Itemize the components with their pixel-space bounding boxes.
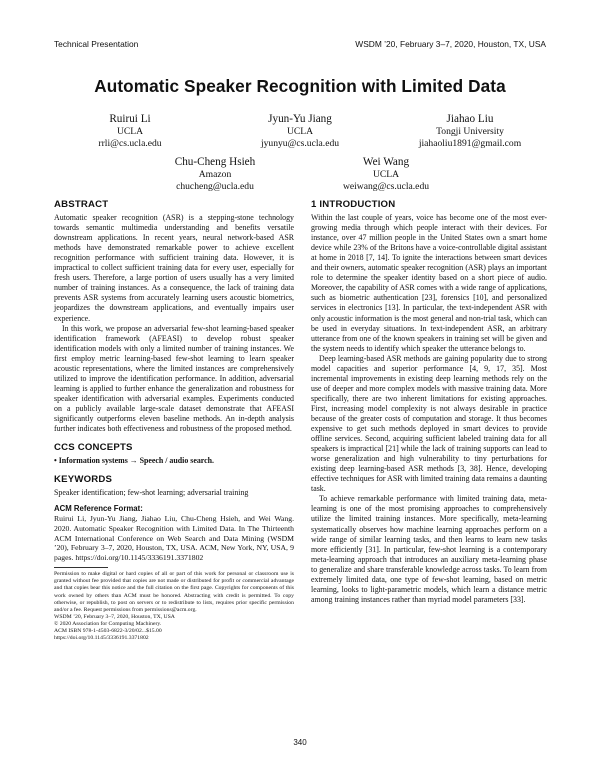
author-block <box>135 156 295 192</box>
acm-reference-text: Ruirui Li, Jyun-Yu Jiang, Jiahao Liu, Chu-Cheng Hsieh, and Wei Wang. 2020. Automatic Speaker Recognition with Limited Data. In The Thirteenth ACM International Conference on Web Search and Data Mining (WSDM ’20), February 3–7, 2020, Houston, TX, USA. ACM, New York, NY, USA, 9 pages. https://doi.org/10.1145/3336191.3371802 <box>54 514 294 562</box>
abstract-heading: ABSTRACT <box>54 199 109 210</box>
doi-link[interactable]: https://doi.org/10.1145/3336191.3371802 <box>54 635 149 642</box>
author-name: Wei Wang <box>362 156 410 168</box>
abstract-paragraph: In this work, we propose an adversarial few-shot learning-based speaker identification framework (AFEASI) to develop robust speaker identification models with only a limited number of training instances. We first employ metric learning-based few-shot learning to learn speaker acoustic representations, where the limited instances are comprehensively utilized to improve the identification performance. In addition, adversarial learning is applied to further enhance the generalization and robustness for speaker identification with adversarial examples. Experiments conducted on a publicly available large-scale dataset demonstrate that AFEASI significantly outperforms eleven baseline methods. An in-depth analysis further indicates both effectiveness and robustness of the proposed method. <box>54 323 294 434</box>
author-name: Jyun-Yu Jiang <box>268 113 332 125</box>
permission-text: Permission to make digital or hard copies of all or part of this work for personal or classroom use is granted without fee provided that copies are not made or distributed for profit or commercial advantage and that copies bear this notice and the full citation on the first page. Copyrights for components of this work owned by others than ACM must be honored. Abstracting with credit is permitted. To copy otherwise, or republish, to post on servers or to redistribute to lists, requires prior specific permission and/or a fee. Request permissions from permissions@acm.org. <box>54 571 294 613</box>
conference-line: WSDM ’20, February 3–7, 2020, Houston, TX, USA <box>54 613 175 620</box>
permission-notice <box>54 571 294 642</box>
author-email: jyunyu@cs.ucla.edu <box>260 137 340 149</box>
author-affiliation: UCLA <box>116 126 144 137</box>
acm-reference-heading: ACM Reference Format: <box>54 504 143 514</box>
paper-title: Automatic Speaker Recognition with Limited Data <box>94 76 506 96</box>
right-column <box>311 200 547 605</box>
intro-paragraph: To achieve remarkable performance with limited training data, meta-learning is one of the most promising approaches to comprehensively utilize the limited training instances. More specifically, meta-learning systematically observes how machine learning approaches perform on a wide range of similar learning tasks, and then learns to learn new tasks more efficiently [31]. In particular, few-shot learning is a contemporary meta-learning approach that introduces an auxiliary meta-learning phase to generalize and share transferable knowledge across tasks. To learn from extremely limited data, one type of few-shot learning, based on metric learning, looks to light-parametric models, which learn a distance metric among training instances rather than myriad model parameters [33]. <box>311 494 547 604</box>
ccs-concepts: • Information systems → Speech / audio search. <box>54 456 214 466</box>
author-email: weiwang@cs.ucla.edu <box>342 180 430 192</box>
ccs-heading: CCS CONCEPTS <box>54 442 133 454</box>
author-name: Jiahao Liu <box>446 113 494 125</box>
running-header-right: WSDM ’20, February 3–7, 2020, Houston, TX, USA <box>355 39 546 49</box>
author-affiliation: UCLA <box>372 169 400 180</box>
author-block <box>50 113 210 149</box>
author-affiliation: Amazon <box>198 169 232 180</box>
copyright-line: © 2020 Association for Computing Machinery. <box>54 620 162 627</box>
abstract-paragraph: Automatic speaker recognition (ASR) is a stepping-stone technology towards semantic multimedia understanding and benefits versatile downstream applications. In recent years, neural network-based ASR methods have demonstrated remarkable power to achieve excellent recognition performance with sufficient training data. However, it is impractical to collect sufficient training data for every user, especially for fresh users. Therefore, a large portion of users usually has a very limited number of training instances. As a consequence, the lack of training data prevents ASR systems from accurately learning users acoustic biometrics, jeopardizes the downstream applications, and eventually impairs user experience. <box>54 213 294 323</box>
author-block <box>220 113 380 149</box>
author-block <box>306 156 466 192</box>
left-column <box>54 200 294 642</box>
page-number: 340 <box>293 738 307 747</box>
author-affiliation: UCLA <box>286 126 314 137</box>
intro-paragraph: Within the last couple of years, voice has become one of the most ever-growing media through which people interact with their devices. For instance, over 47 million people in the United States own a smart home device while 23% of the Britons have a voice-controllable digital assistant at home in 2018 [7, 14]. To ignite the interactions between smart devices and their owners, automatic speaker recognition (ASR) plays an important role to determine the speaker identity based on a short piece of audio. Moreover, the capability of ASR comes with a wide range of applications, such as biometric authentication [23], forensics [10], and personalized services in electronics [13]. In particular, the text-independent ASR with only acoustic information is the most general and non-trial task, which can be used in everyday situations. In text-independent ASR, an arbitrary utterance from one of the known speakers in training set will be given and the system needs to identify which speaker the utterance belongs to. <box>311 213 547 353</box>
keywords-text: Speaker identification; few-shot learning; adversarial training <box>54 488 249 498</box>
isbn-line: ACM ISBN 978-1-4503-6822-3/20/02...$15.00 <box>54 628 162 635</box>
author-name: Chu-Cheng Hsieh <box>174 156 256 168</box>
author-affiliation: Tongji University <box>436 126 504 137</box>
author-name: Ruirui Li <box>109 113 151 125</box>
footnote-rule <box>54 567 108 568</box>
intro-paragraph: Deep learning-based ASR methods are gaining popularity due to strong model capacities and superior performance [4, 9, 17, 35]. Most incremental improvements in existing deep learning methods rely on the use of deeper and more complex models with massive training data. More specifically, there are two inherent limitations for existing approaches. First, increasing model complexity is not always desirable in practice because of the greater costs of computation and storage. It thus becomes expensive to get such methods deployed in smart devices to provide offline services. Second, acquiring sufficient labeled training data for all speakers is impractical [21] while the lack of training supports can lead to worse generalization and high vulnerability to tiny perturbations for existing deep learning-based ASR methods [3, 38]. Hence, developing effective techniques for ASR with limited training data remains a daunting task. <box>311 353 547 494</box>
running-header-left: Technical Presentation <box>54 39 139 49</box>
author-email: rrli@cs.ucla.edu <box>98 137 162 149</box>
author-email: chucheng@ucla.edu <box>176 180 254 192</box>
keywords-heading: KEYWORDS <box>54 474 113 486</box>
introduction-heading: 1 INTRODUCTION <box>311 199 396 210</box>
author-block <box>390 113 550 149</box>
author-email: jiahaoliu1891@gmail.com <box>418 137 522 149</box>
